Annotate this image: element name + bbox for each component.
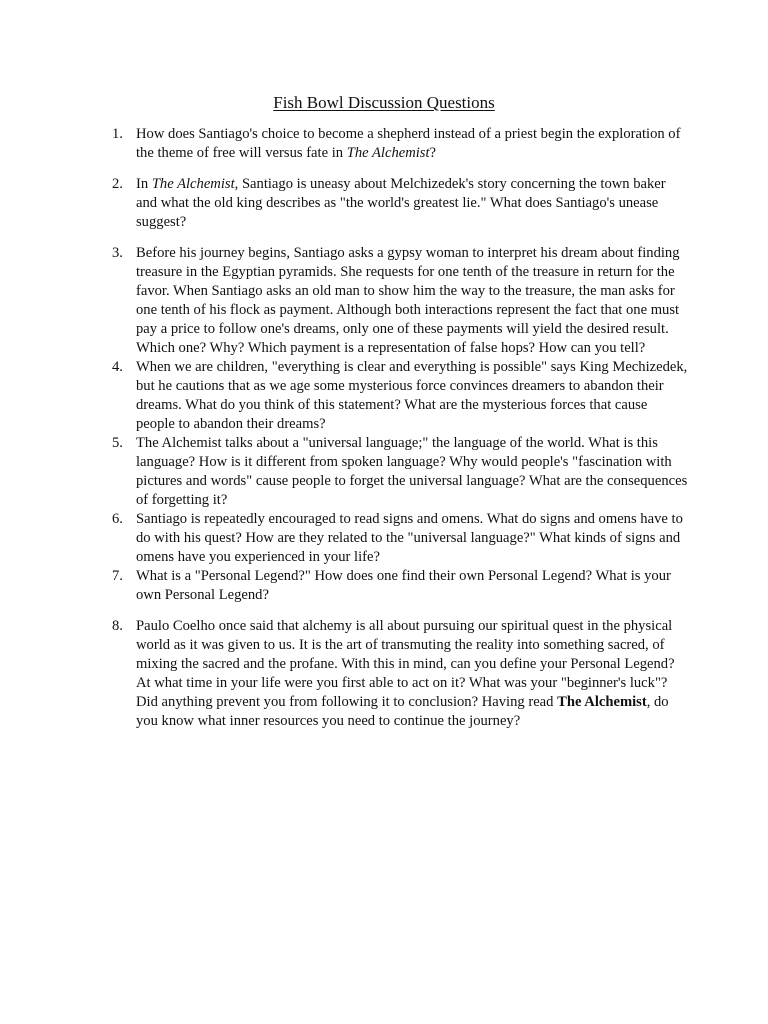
question-number: 5. (112, 435, 123, 451)
question-6 (108, 510, 688, 567)
question-text (136, 176, 666, 230)
question-text-part: , Santiago is uneasy about Melchizedek's story concerning the town baker and what the old king describes as "the world's greatest lie." What does Santiago's unease suggest? (136, 176, 666, 230)
question-4 (108, 358, 688, 434)
question-list (108, 125, 688, 731)
book-title-italic: The Alchemist (346, 145, 430, 161)
question-text: The Alchemist talks about a "universal language;" the language of the world. What is this language? How is it different from spoken language? Why would people's "fascination with pictures and words" cause people to forget the universal language? What are the consequences of forgetting it? (136, 435, 688, 508)
question-3 (108, 244, 688, 358)
question-text-part: Paulo Coelho once said that alchemy is all about pursuing our spiritual quest in the physical world as it was given to us. It is the art of transmuting the reality into something sacred, of mixing the sacred and the profane. With this in mind, can you define your Personal Legend? At what time in your life were you first able to act on it? What was your "beginner's luck"? Did anything prevent you from following it to conclusion? Having read (136, 618, 675, 710)
question-1 (108, 125, 688, 163)
question-number: 1. (112, 126, 123, 142)
question-text-part: In (136, 176, 152, 192)
question-text (136, 126, 680, 161)
book-title-italic: The Alchemist (151, 176, 235, 192)
question-number: 7. (112, 568, 123, 584)
question-8 (108, 617, 688, 731)
question-text: Before his journey begins, Santiago asks a gypsy woman to interpret his dream about finding treasure in the Egyptian pyramids. She requests for one tenth of the treasure in return for the favor. When Santiago asks an old man to show him the way to the treasure, the man asks for one tenth of his flock as payment. Although both interactions represent the fact that one must pay a price to follow one's dreams, only one of these payments will yield the desired result. Which one? Why? Which payment is a representation of false hops? How can you tell? (136, 245, 680, 356)
question-text (136, 618, 675, 729)
question-text-part: , do you know what inner resources you need to continue the journey? (136, 694, 669, 729)
question-number: 2. (112, 176, 123, 192)
question-text: When we are children, "everything is clear and everything is possible" says King Mechizedek, but he cautions that as we age some mysterious force convinces dreamers to abandon their dreams. What do you think of this statement? What are the mysterious forces that cause people to abandon their dreams? (136, 359, 688, 432)
question-number: 8. (112, 618, 123, 634)
question-number: 6. (112, 511, 123, 527)
question-text-part: ? (429, 145, 437, 161)
question-number: 3. (112, 245, 123, 261)
question-2 (108, 175, 688, 232)
question-7 (108, 567, 688, 605)
document-title (0, 92, 768, 114)
question-text: Santiago is repeatedly encouraged to read signs and omens. What do signs and omens have to do with his quest? How are they related to the "universal language?" What kinds of signs and omens have you experienced in your life? (136, 511, 683, 565)
question-number: 4. (112, 359, 123, 375)
question-5 (108, 434, 688, 510)
book-title-bold: The Alchemist (557, 694, 647, 710)
question-text-part: How does Santiago's choice to become a shepherd instead of a priest begin the exploration of the theme of free will versus fate in (136, 126, 681, 161)
document-title-text: Fish Bowl Discussion Questions (273, 93, 495, 112)
question-text: What is a "Personal Legend?" How does one find their own Personal Legend? What is your own Personal Legend? (136, 568, 671, 603)
